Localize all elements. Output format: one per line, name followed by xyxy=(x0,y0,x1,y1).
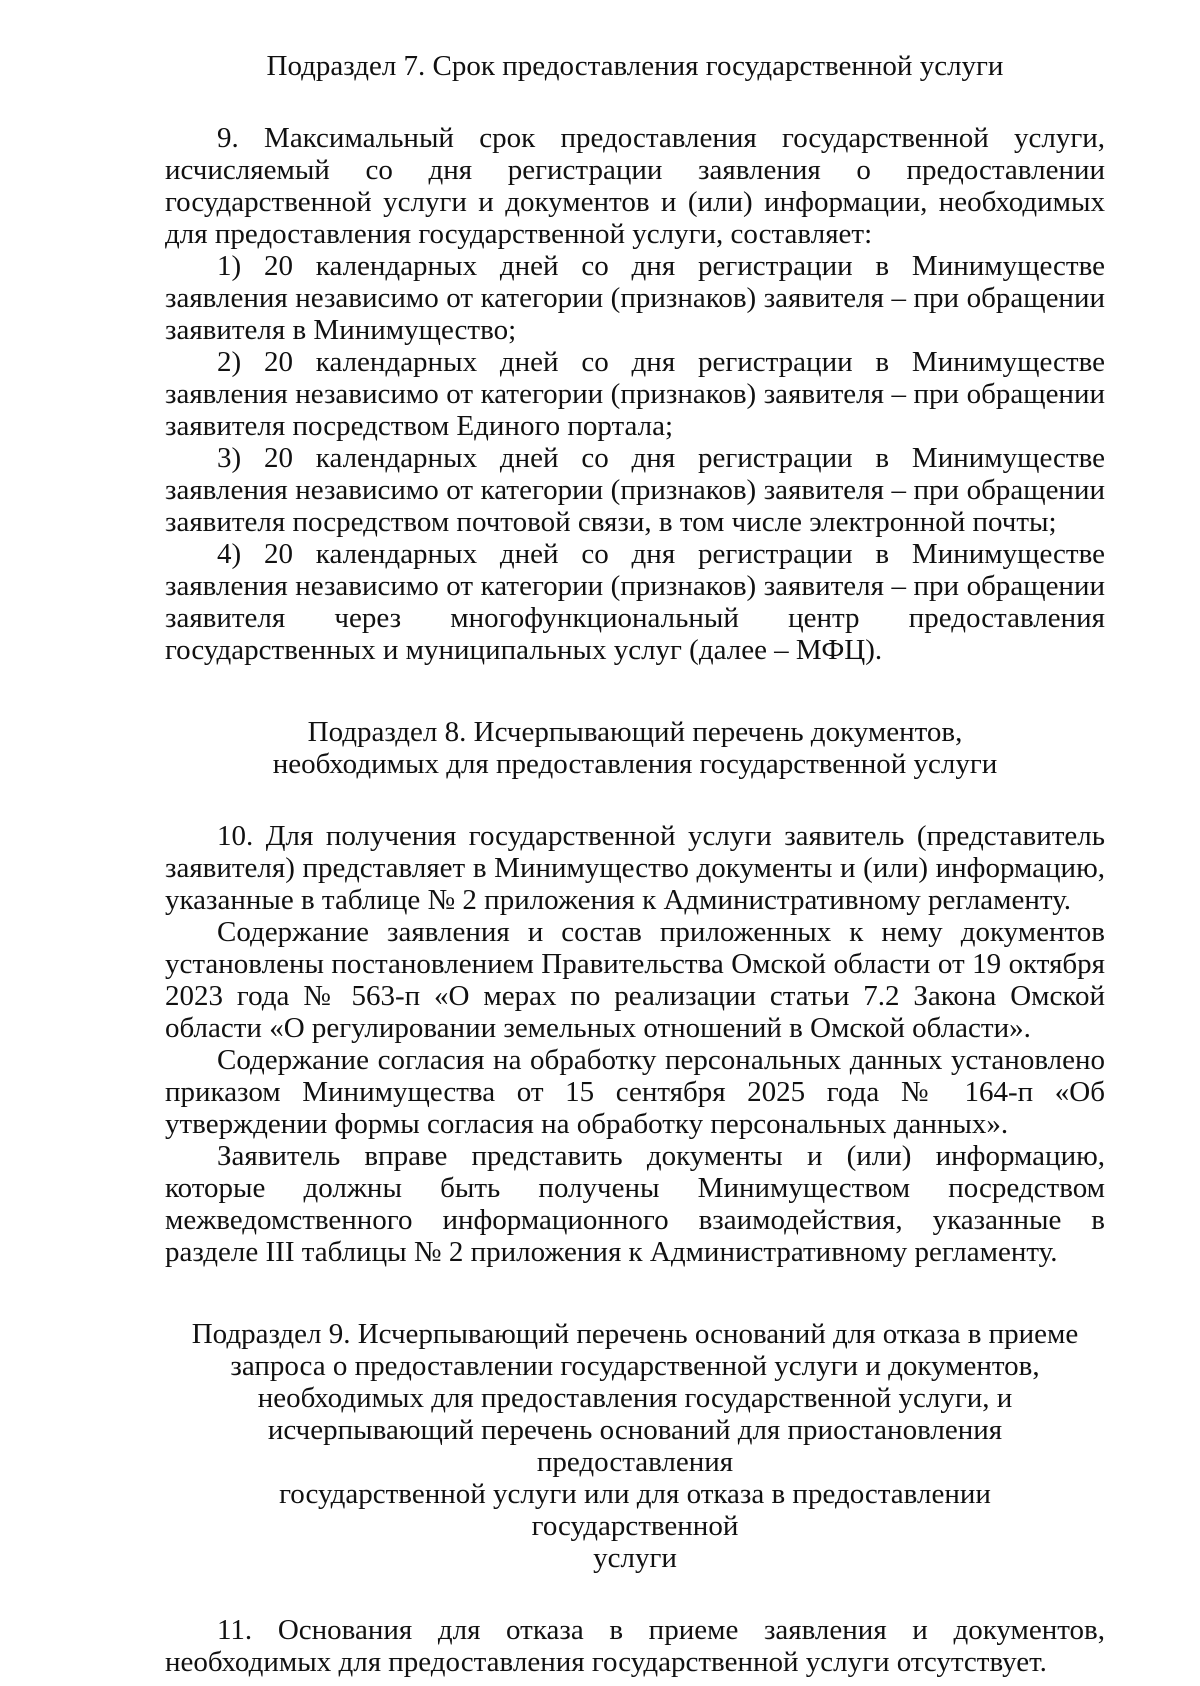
list-item-2: 2) 20 календарных дней со дня регистрации в Минимуществе заявления независимо от категории (признаков) заявителя – при обращении заявителя посредством Единого портала; xyxy=(165,346,1105,442)
list-item-3: 3) 20 календарных дней со дня регистрации в Минимуществе заявления независимо от категории (признаков) заявителя – при обращении заявителя посредством почтовой связи, в том числе электронной почты; xyxy=(165,442,1105,538)
paragraph-consent-content: Содержание согласия на обработку персональных данных установлено приказом Минимущества от 15 сентября 2025 года № 164-п «Об утверждении формы согласия на обработку персональных данных». xyxy=(165,1044,1105,1140)
heading-line: государственной услуги или для отказа в предоставлении государственной xyxy=(279,1478,991,1542)
heading-line: Подраздел 8. Исчерпывающий перечень документов, xyxy=(307,716,963,748)
subsection-8-heading xyxy=(165,716,1105,780)
paragraph-application-content: Содержание заявления и состав приложенных к нему документов установлены постановлением Правительства Омской области от 19 октября 2023 года № 563-п «О мерах по реализации статьи 7.2 Закона Омской области «О регулировании земельных отношений в Омской области». xyxy=(165,916,1105,1044)
heading-line: Подраздел 9. Исчерпывающий перечень оснований для отказа в приеме xyxy=(191,1318,1079,1350)
heading-line: услуги xyxy=(593,1542,677,1574)
paragraph-applicant-right: Заявитель вправе представить документы и (или) информацию, которые должны быть получены Минимуществом посредством межведомственного информационного взаимодействия, указанные в разделе III таблицы № 2 приложения к Административному регламенту. xyxy=(165,1140,1105,1268)
heading-line: необходимых для предоставления государственной услуги xyxy=(272,748,998,780)
heading-line: Подраздел 7. Срок предоставления государственной услуги xyxy=(266,50,1004,82)
heading-line: необходимых для предоставления государственной услуги, и xyxy=(257,1382,1013,1414)
subsection-7-heading xyxy=(165,50,1105,82)
subsection-9-heading xyxy=(165,1318,1105,1574)
paragraph-10: 10. Для получения государственной услуги заявитель (представитель заявителя) представляет в Минимущество документы и (или) информацию, указанные в таблице № 2 приложения к Административному регламенту. xyxy=(165,820,1105,916)
list-item-1: 1) 20 календарных дней со дня регистрации в Минимуществе заявления независимо от категории (признаков) заявителя – при обращении заявителя в Минимущество; xyxy=(165,250,1105,346)
heading-line: исчерпывающий перечень оснований для приостановления предоставления xyxy=(267,1414,1003,1478)
list-item-4: 4) 20 календарных дней со дня регистрации в Минимуществе заявления независимо от категории (признаков) заявителя – при обращении заявителя через многофункциональный центр предоставления государственных и муниципальных услуг (далее – МФЦ). xyxy=(165,538,1105,666)
paragraph-11: 11. Основания для отказа в приеме заявления и документов, необходимых для предоставления государственной услуги отсутствует. xyxy=(165,1614,1105,1678)
heading-line: запроса о предоставлении государственной услуги и документов, xyxy=(230,1350,1040,1382)
paragraph-9: 9. Максимальный срок предоставления государственной услуги, исчисляемый со дня регистрации заявления о предоставлении государственной услуги и документов и (или) информации, необходимых для предоставления государственной услуги, составляет: xyxy=(165,122,1105,250)
document-body xyxy=(165,50,1105,1678)
